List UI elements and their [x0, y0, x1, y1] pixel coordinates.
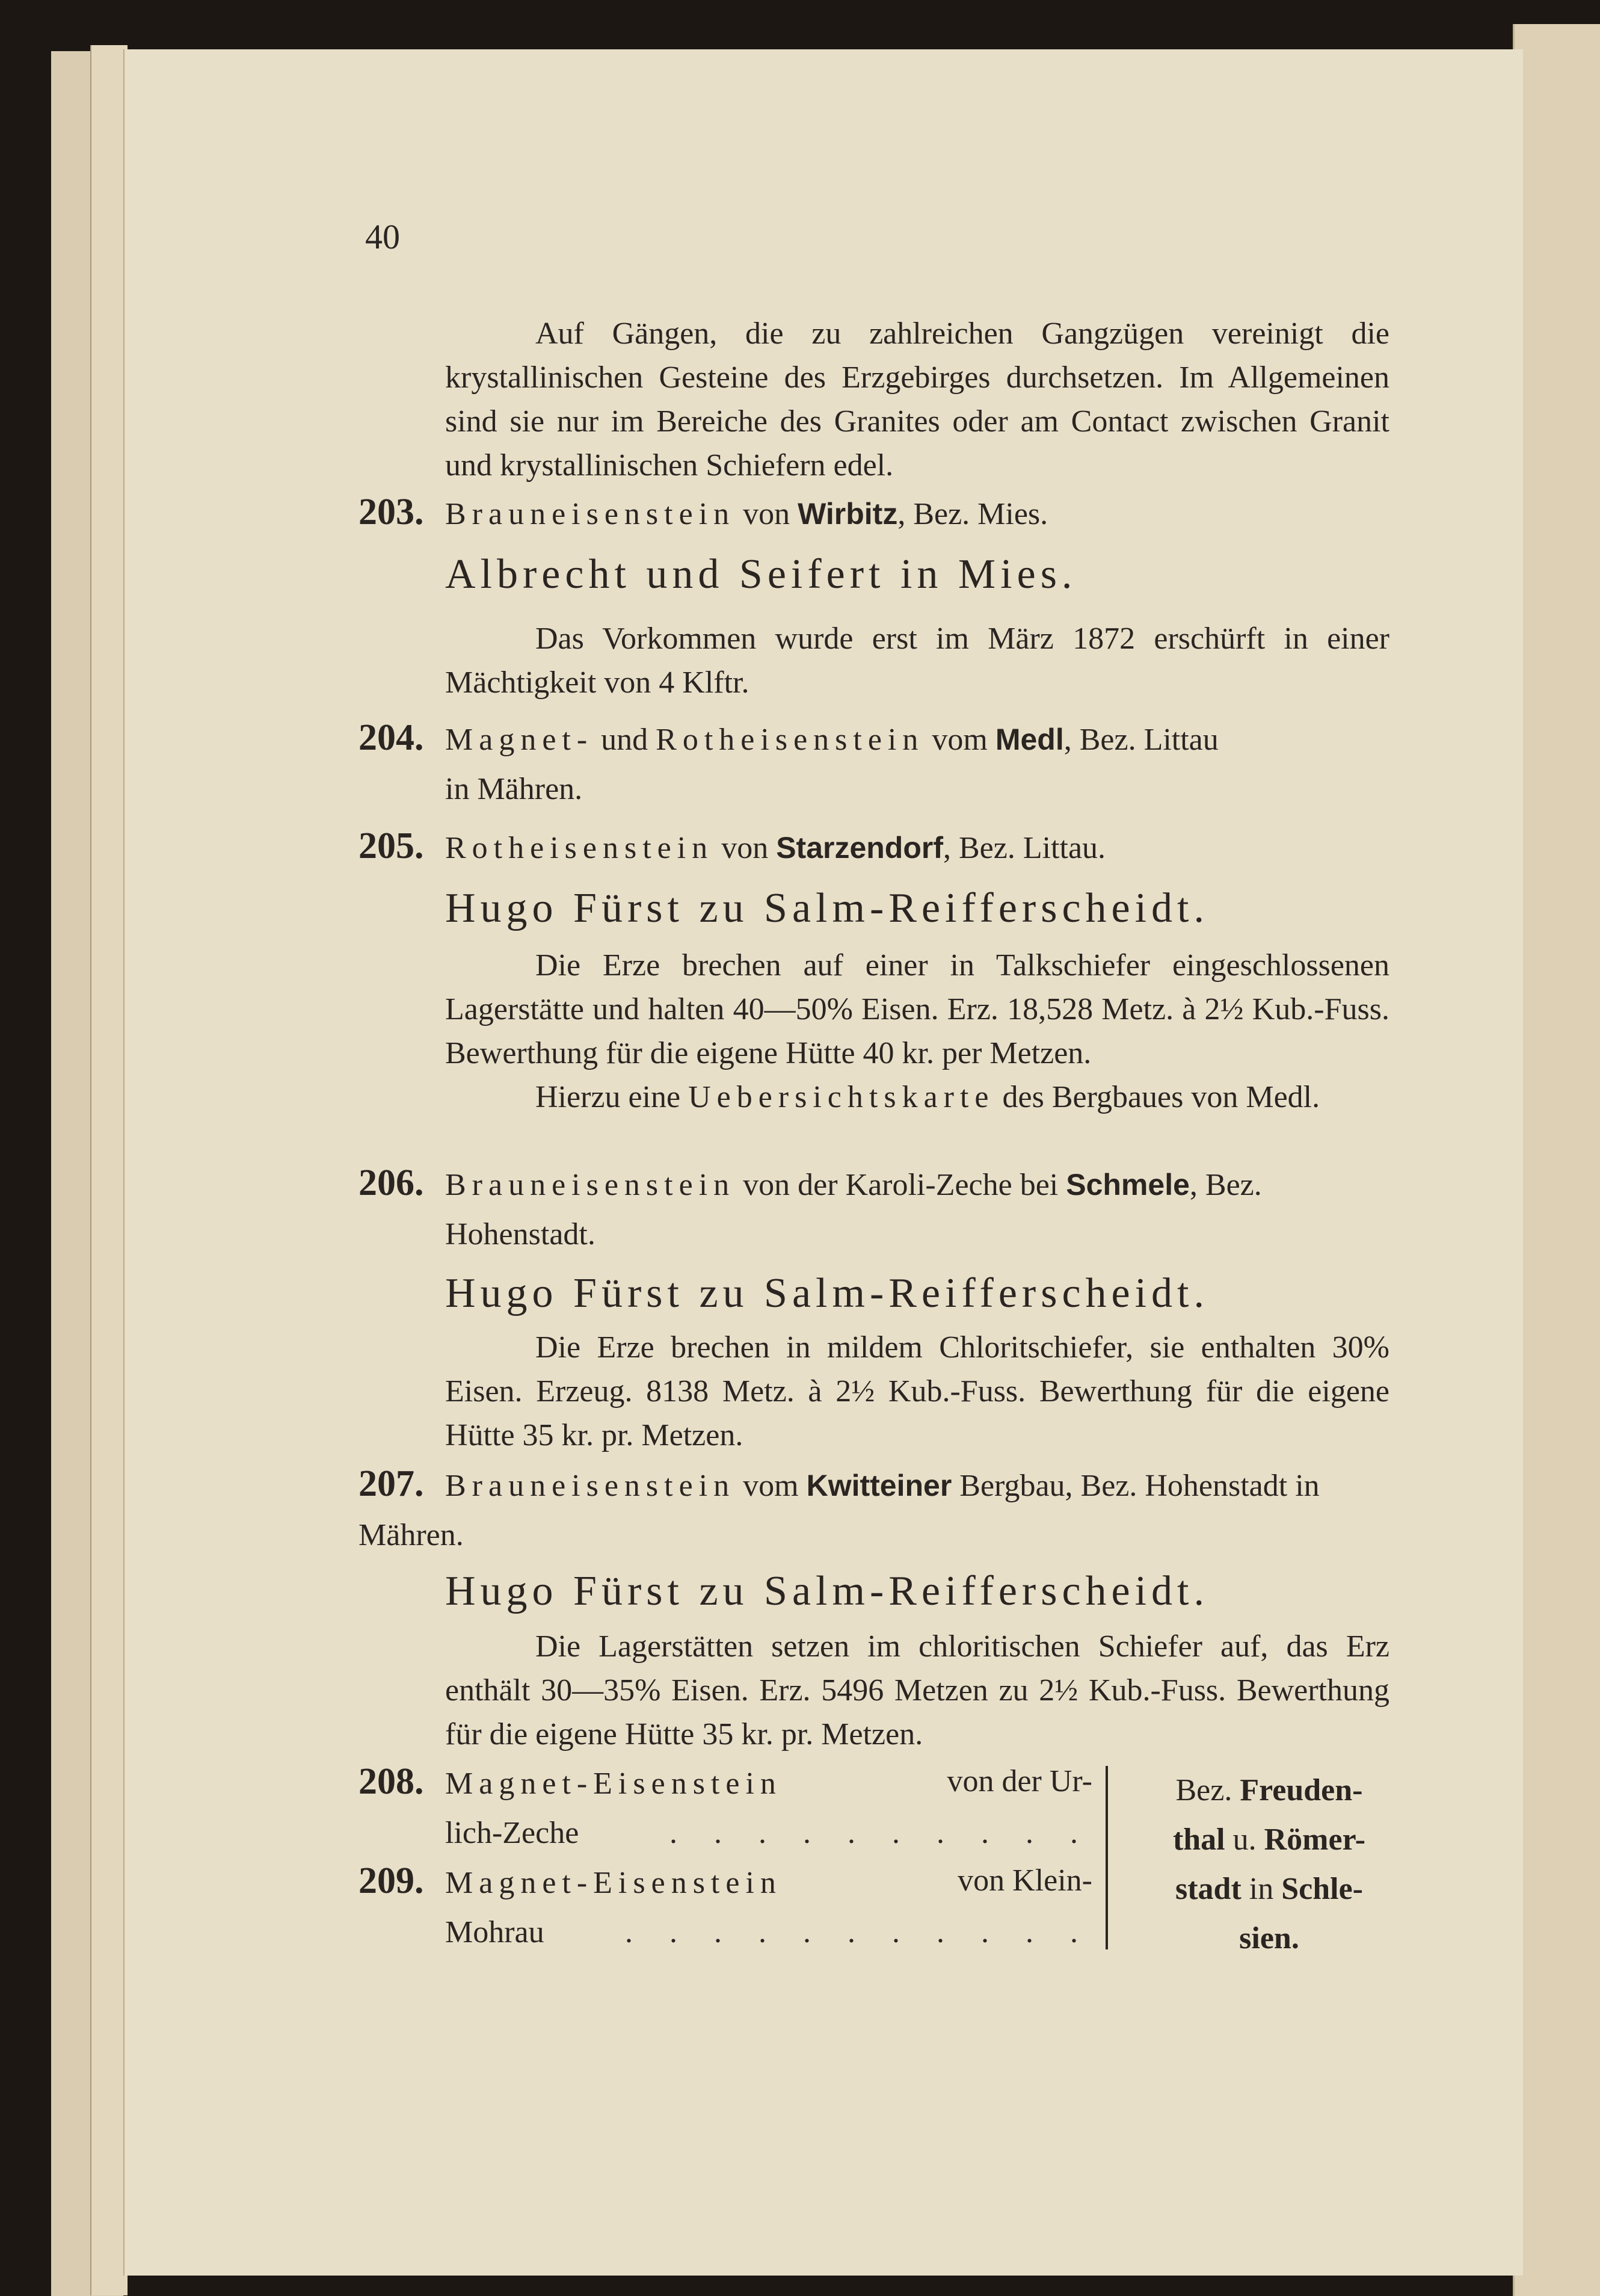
entry-text: von der Ur- [947, 1764, 1092, 1798]
intro-paragraph [445, 312, 1389, 487]
description-paragraph [445, 943, 1389, 1119]
place-name: thal [1172, 1822, 1225, 1857]
text-fragment: Hierzu eine [535, 1080, 681, 1114]
mineral-name: Magnet-Eisenstein [445, 1866, 782, 1900]
owner-heading: Hugo Fürst zu Salm-Reifferscheidt. [445, 1568, 1209, 1614]
place-name: Medl [995, 723, 1064, 756]
brace-note [1140, 1766, 1398, 1963]
description-text-2 [445, 1075, 1389, 1119]
description-text: Das Vorkommen wurde erst im März 1872 erschürft in einer Mächtigkeit von 4 Klftr. [445, 622, 1389, 700]
place-name: Wirbitz [798, 497, 898, 531]
entry-number: 204. [358, 717, 424, 758]
stacked-page-edges [90, 45, 128, 2295]
entry-number: 206. [358, 1162, 424, 1203]
entry-continuation [358, 1908, 1092, 1957]
entry-text: von [743, 497, 790, 531]
entry-continuation: Hohenstadt. [445, 1217, 595, 1251]
page-number: 40 [365, 217, 400, 256]
owner-heading: Albrecht und Seifert in Mies. [445, 551, 1077, 597]
entry-text: , Bez. Littau. [943, 831, 1106, 865]
facing-page-edge [1513, 24, 1600, 2296]
right-brace [1106, 1766, 1125, 1949]
description-paragraph [445, 1325, 1389, 1457]
entry-text: vom [932, 723, 988, 757]
entry-203 [358, 487, 1393, 539]
entry-number: 205. [358, 826, 424, 866]
entry-204 [358, 713, 1393, 814]
mineral-name: Brauneisenstein [445, 1469, 736, 1503]
entry-text: vom [743, 1469, 799, 1503]
mineral-name: Brauneisenstein [445, 497, 736, 531]
entry-209 [358, 1856, 1092, 1957]
brace-note-line [1140, 1865, 1398, 1914]
dot-leader: . . . . . . . . . . [669, 1816, 1092, 1850]
brace-note-line [1140, 1914, 1398, 1963]
mineral-name: Rotheisenstein [656, 723, 925, 757]
description-text: Die Erze brechen in mildem Chloritschiefer, sie enthalten 30% Eisen. Erzeug. 8138 Metz. à 2½ Kub.-Fuss. Bewerthung für die eigene Hütte 35 kr. pr. Metzen. [445, 1330, 1389, 1452]
entry-text: von der Karoli-Zeche bei [743, 1168, 1059, 1202]
entry-text: , Bez. Littau [1063, 723, 1219, 757]
entry-number: 203. [358, 492, 424, 532]
entry-text: , Bez. [1189, 1168, 1262, 1202]
entry-number: 209. [358, 1860, 424, 1901]
entry-continuation: in Mähren. [445, 772, 583, 806]
entry-text: lich-Zeche [445, 1816, 579, 1850]
place-name: stadt [1175, 1872, 1242, 1906]
spaced-term: Uebersichtskarte [688, 1080, 995, 1114]
mineral-name: Rotheisenstein [445, 831, 714, 865]
owner-heading: Hugo Fürst zu Salm-Reifferscheidt. [445, 1270, 1209, 1316]
mineral-name: Magnet- [445, 723, 594, 757]
entry-text: und [601, 723, 648, 757]
entry-207 [358, 1459, 1393, 1560]
entry-number: 208. [358, 1761, 424, 1802]
intro-text: Auf Gängen, die zu zahlreichen Gangzügen vereinigt die krystallinischen Gesteine des Erzgebirges durchsetzen. Im Allgemeinen sind sie nur im Bereiche des Granites oder am Contact zwischen Granit und krystallinischen Schiefern edel. [445, 316, 1389, 483]
entry-206 [358, 1158, 1393, 1259]
place-name: Schmele [1066, 1168, 1190, 1202]
place-name: Starzendorf [776, 831, 943, 865]
entry-208 [358, 1757, 1092, 1858]
place-name: Freuden- [1240, 1773, 1363, 1807]
dot-leader: . . . . . . . . . . . [625, 1915, 1092, 1949]
description-text: Die Erze brechen auf einer in Talkschiefer eingeschlossenen Lagerstätte und halten 40—50% Eisen. Erz. 18,528 Metz. à 2½ Kub.-Fuss. Bewerthung für die eigene Hütte 40 kr. per Metzen. [445, 948, 1389, 1070]
place-name: Kwitteiner [806, 1469, 952, 1502]
brace-note-line [1140, 1766, 1398, 1815]
entry-text: von [721, 831, 769, 865]
entry-text: , Bez. Mies. [897, 497, 1048, 531]
text-fragment: u. [1232, 1822, 1257, 1857]
entry-number: 207. [358, 1463, 424, 1504]
place-name: Römer- [1264, 1822, 1366, 1857]
entry-text: Mohrau [445, 1915, 544, 1949]
text-fragment: in [1249, 1872, 1274, 1906]
place-name: sien. [1239, 1921, 1299, 1955]
brace-note-line [1140, 1815, 1398, 1865]
entry-continuation [358, 1809, 1092, 1858]
mineral-name: Magnet-Eisenstein [445, 1767, 782, 1801]
mineral-name: Brauneisenstein [445, 1168, 736, 1202]
entry-text: von Klein- [958, 1863, 1092, 1898]
text-fragment: des Bergbaues von Medl. [1002, 1080, 1320, 1114]
place-name: Schle- [1281, 1872, 1363, 1906]
entry-text: Bergbau, Bez. Hohenstadt in Mähren. [358, 1469, 1320, 1552]
owner-heading: Hugo Fürst zu Salm-Reifferscheidt. [445, 885, 1209, 931]
description-text: Die Lagerstätten setzen im chloritischen Schiefer auf, das Erz enthält 30—35% Eisen. Erz. 5496 Metzen zu 2½ Kub.-Fuss. Bewerthung für die eigene Hütte 35 kr. pr. Metzen. [445, 1629, 1389, 1751]
description-paragraph [445, 617, 1389, 705]
description-paragraph [445, 1625, 1389, 1756]
entry-205 [358, 821, 1393, 873]
text-fragment: Bez. [1175, 1773, 1232, 1807]
